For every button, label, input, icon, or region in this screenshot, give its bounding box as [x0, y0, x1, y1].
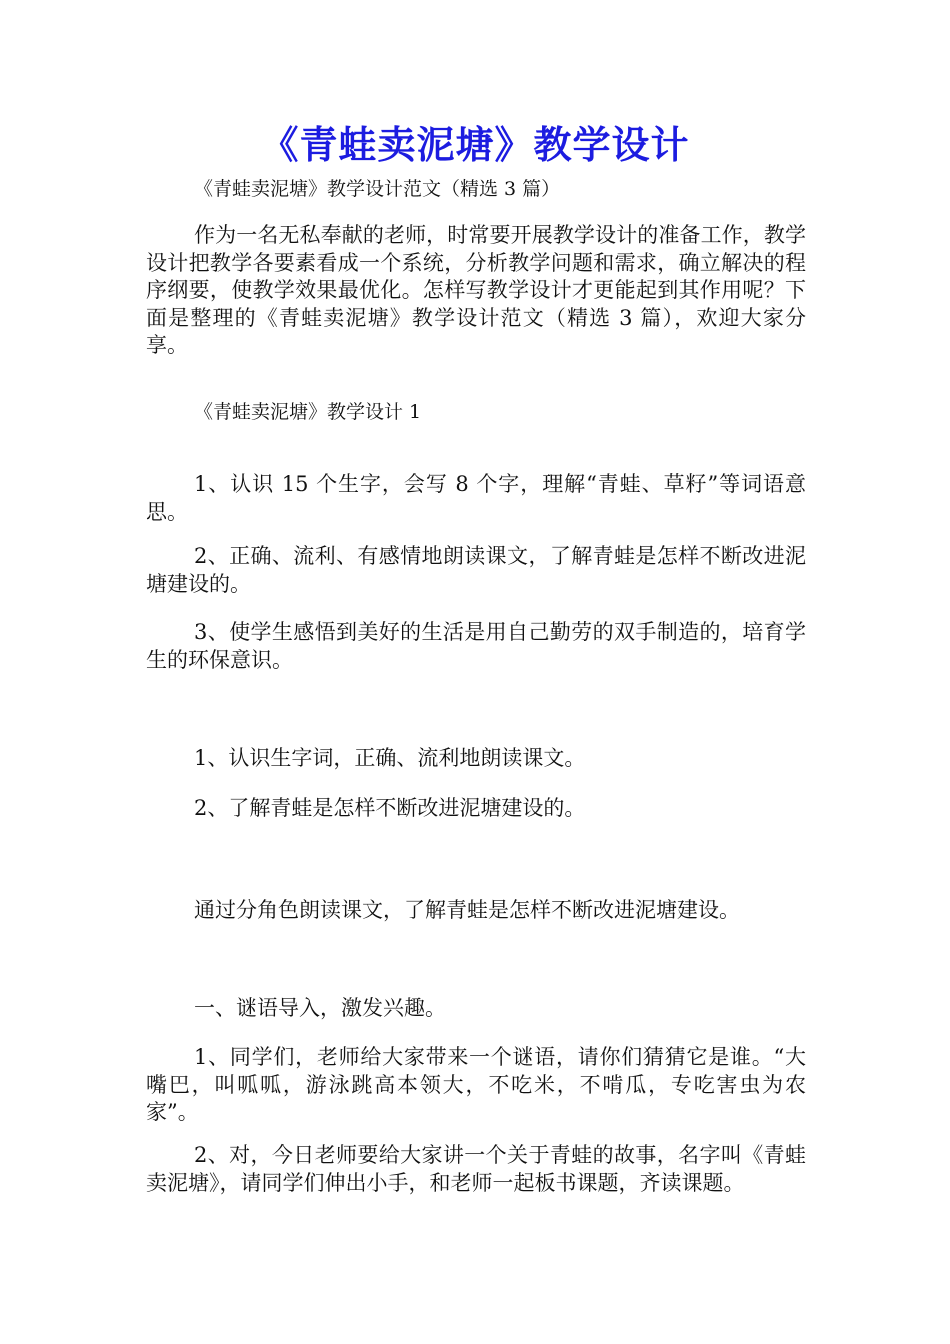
process-item: 1、同学们，老师给大家带来一个谜语，请你们猜猜它是谁。“大嘴巴，叫呱呱，游泳跳高本领大，不吃米，不啃瓜，专吃害虫为农家”。	[146, 1045, 806, 1124]
goal-item: 3、使学生感悟到美好的生活是用自己勤劳的双手制造的，培育学生的环保意识。	[146, 620, 806, 672]
process-step-heading: 一、谜语导入，激发兴趣。	[194, 996, 446, 1020]
section-heading: 《青蛙卖泥塘》教学设计 1	[194, 401, 422, 423]
key-point-item: 1、认识生字词，正确、流利地朗读课文。	[194, 746, 586, 770]
goal-item: 2、正确、流利、有感情地朗读课文，了解青蛙是怎样不断改进泥塘建设的。	[146, 544, 806, 596]
goal-item: 1、认识 15 个生字，会写 8 个字，理解“青蛙、草籽”等词语意思。	[146, 472, 806, 524]
document-title: 《青蛙卖泥塘》教学设计	[260, 123, 690, 167]
difficulty-paragraph: 通过分角色朗读课文，了解青蛙是怎样不断改进泥塘建设。	[194, 898, 740, 922]
key-point-item: 2、了解青蛙是怎样不断改进泥塘建设的。	[194, 796, 586, 820]
intro-paragraph: 作为一名无私奉献的老师，时常要开展教学设计的准备工作，教学设计把教学各要素看成一个系统，分析教学问题和需求，确立解决的程序纲要，使教学效果最优化。怎样写教学设计才更能起到其作用呢？下面是整理的《青蛙卖泥塘》教学设计范文（精选 3 篇），欢迎大家分享。	[146, 223, 806, 357]
process-item: 2、对，今日老师要给大家讲一个关于青蛙的故事，名字叫《青蛙卖泥塘》，请同学们伸出小手，和老师一起板书课题，齐读课题。	[146, 1143, 806, 1195]
document-subtitle: 《青蛙卖泥塘》教学设计范文（精选 3 篇）	[194, 178, 561, 200]
